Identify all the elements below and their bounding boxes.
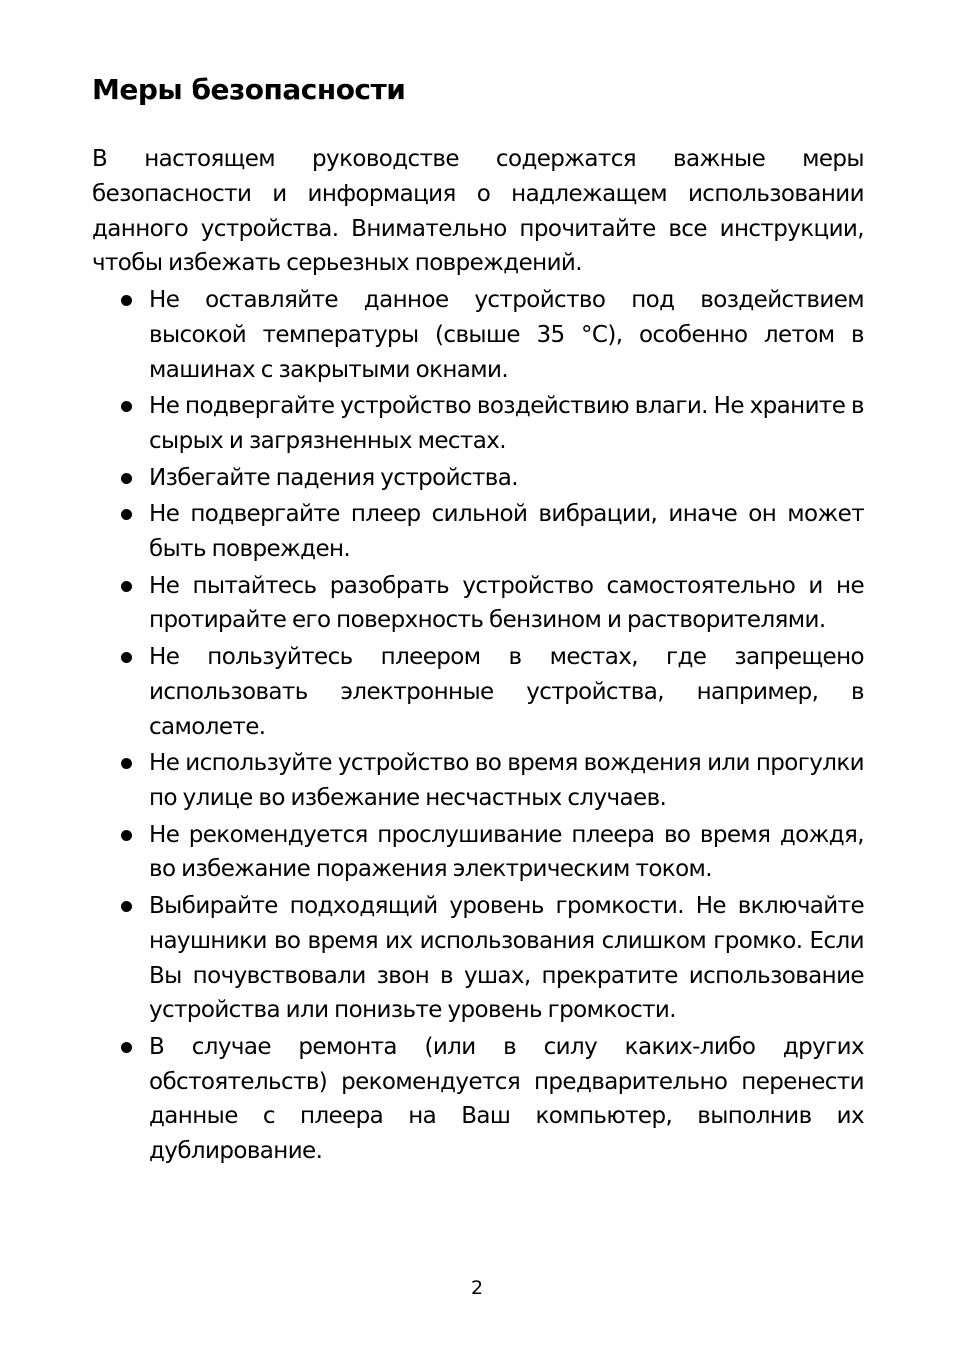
bullet-icon — [121, 581, 132, 592]
page-title: Меры безопасности — [92, 73, 406, 106]
bullet-icon — [121, 901, 132, 912]
list-item-text: Не используйте устройство во время вождения или прогулки по улице во избежание несчастных случаев. — [149, 750, 864, 811]
page-number: 2 — [470, 1277, 484, 1299]
intro-paragraph: В настоящем руководстве содержатся важные меры безопасности и информация о надлежащем использовании данного устройства. Внимательно прочитайте все инструкции, чтобы избежать серьезных повреждений. — [92, 146, 864, 277]
bullet-icon — [121, 401, 132, 412]
list-item-text: Не рекомендуется прослушивание плеера во время дождя, во избежание поражения электрическим током. — [149, 821, 864, 883]
list-item — [92, 497, 864, 567]
list-item — [92, 389, 864, 459]
bullet-icon — [121, 830, 132, 841]
list-item — [92, 889, 864, 1028]
list-item-text: Не подвергайте устройство воздействию влаги. Не храните в сырых и загрязненных местах. — [149, 393, 864, 454]
document-page — [92, 70, 864, 1169]
list-item-text: В случае ремонта (или в силу каких-либо других обстоятельств) рекомендуется предварительно перенести данные с плеера на Ваш компьютер, выполнив их дублирование. — [149, 1033, 864, 1165]
list-item-text: Не пользуйтесь плеером в местах, где запрещено использовать электронные устройства, например, в самолете. — [149, 643, 864, 740]
bullet-icon — [121, 1042, 132, 1053]
bullet-icon — [121, 758, 132, 769]
list-item — [92, 569, 864, 639]
list-item-text: Не оставляйте данное устройство под воздействием высокой температуры (свыше 35 °С), особенно летом в машинах с закрытыми окнами. — [149, 286, 864, 383]
bullet-icon — [121, 295, 132, 306]
safety-rules-list — [92, 283, 864, 1169]
bullet-icon — [121, 473, 132, 484]
list-item — [92, 283, 864, 387]
list-item — [92, 1030, 864, 1169]
list-item-text: Не подвергайте плеер сильной вибрации, иначе он может быть поврежден. — [149, 501, 864, 562]
bullet-icon — [121, 509, 132, 520]
list-item-text: Не пытайтесь разобрать устройство самостоятельно и не протирайте его поверхность бензином и растворителями. — [149, 572, 864, 634]
bullet-icon — [121, 652, 132, 663]
list-item — [92, 640, 864, 744]
list-item-text: Избегайте падения устройства. — [149, 464, 518, 491]
list-item — [92, 818, 864, 888]
list-item-text: Выбирайте подходящий уровень громкости. Не включайте наушники во время их использования слишком громко. Если Вы почувствовали звон в ушах, прекратите использование устройства или понизьте уровень громкости. — [149, 892, 864, 1024]
list-item — [92, 461, 864, 496]
list-item — [92, 746, 864, 816]
